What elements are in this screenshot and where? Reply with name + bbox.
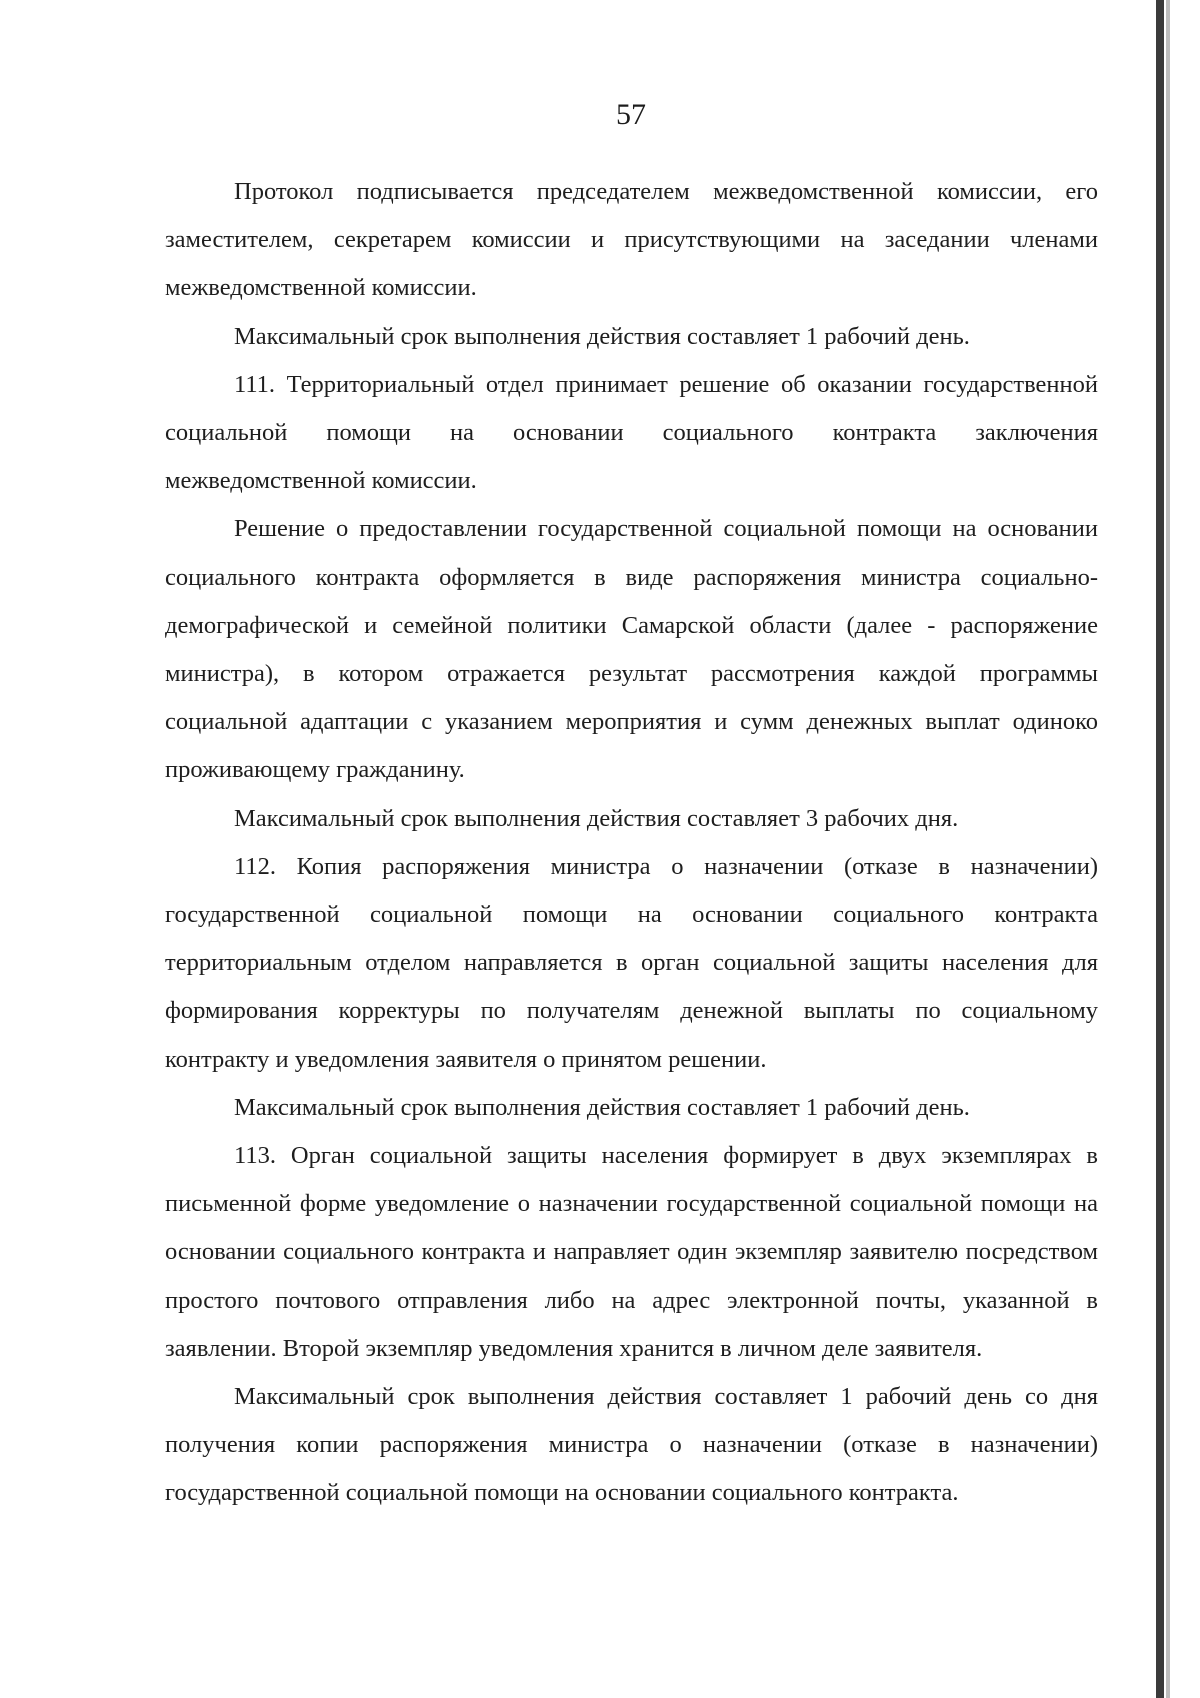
paragraph-item-112: 112. Копия распоряжения министра о назначении (отказе в назначении) государственной социальной помощи на основании социального контракта территориальным отделом направляется в орган социальной защиты населения для формирования корректуры по получателям денежной выплаты по социальному контракту и уведомления заявителя о принятом решении. — [165, 852, 1098, 1073]
page-edge-shadow-light — [1166, 0, 1170, 1698]
paragraph-item-113: 113. Орган социальной защиты населения формирует в двух экземплярах в письменной форме уведомление о назначении государственной социальной помощи на основании социального контракта и направляет один экземпляр заявителю посредством простого почтового отправления либо на адрес электронной почты, указанной в заявлении. Второй экземпляр уведомления хранится в личном деле заявителя. — [165, 1142, 1098, 1362]
paragraph-deadline-3: Максимальный срок выполнения действия составляет 1 рабочий день. — [234, 1093, 970, 1121]
paragraph-decision: Решение о предоставлении государственной социальной помощи на основании социального контракта оформляется в виде распоряжения министра социально-демографической и семейной политики Самарской области (далее - распоряжение министра), в котором отражается результат рассмотрения каждой программы социальной адаптации с указанием мероприятия и сумм денежных выплат одиноко проживающему гражданину. — [165, 515, 1098, 784]
page-edge-shadow — [1156, 0, 1164, 1698]
paragraph-deadline-4: Максимальный срок выполнения действия составляет 1 рабочий день со дня получения копии распоряжения министра о назначении (отказе в назначении) государственной социальной помощи на основании социального контракта. — [165, 1383, 1098, 1507]
page-number: 57 — [616, 98, 646, 131]
paragraph-deadline-1: Максимальный срок выполнения действия составляет 1 рабочий день. — [234, 322, 970, 350]
paragraph-item-111: 111. Территориальный отдел принимает решение об оказании государственной социальной помощи на основании социального контракта заключения межведомственной комиссии. — [165, 370, 1098, 495]
paragraph-deadline-2: Максимальный срок выполнения действия составляет 3 рабочих дня. — [234, 804, 959, 832]
paragraph-protocol-signing: Протокол подписывается председателем межведомственной комиссии, его заместителем, секретарем комиссии и присутствующими на заседании членами межведомственной комиссии. — [165, 178, 1098, 302]
document-body — [165, 168, 1098, 1518]
